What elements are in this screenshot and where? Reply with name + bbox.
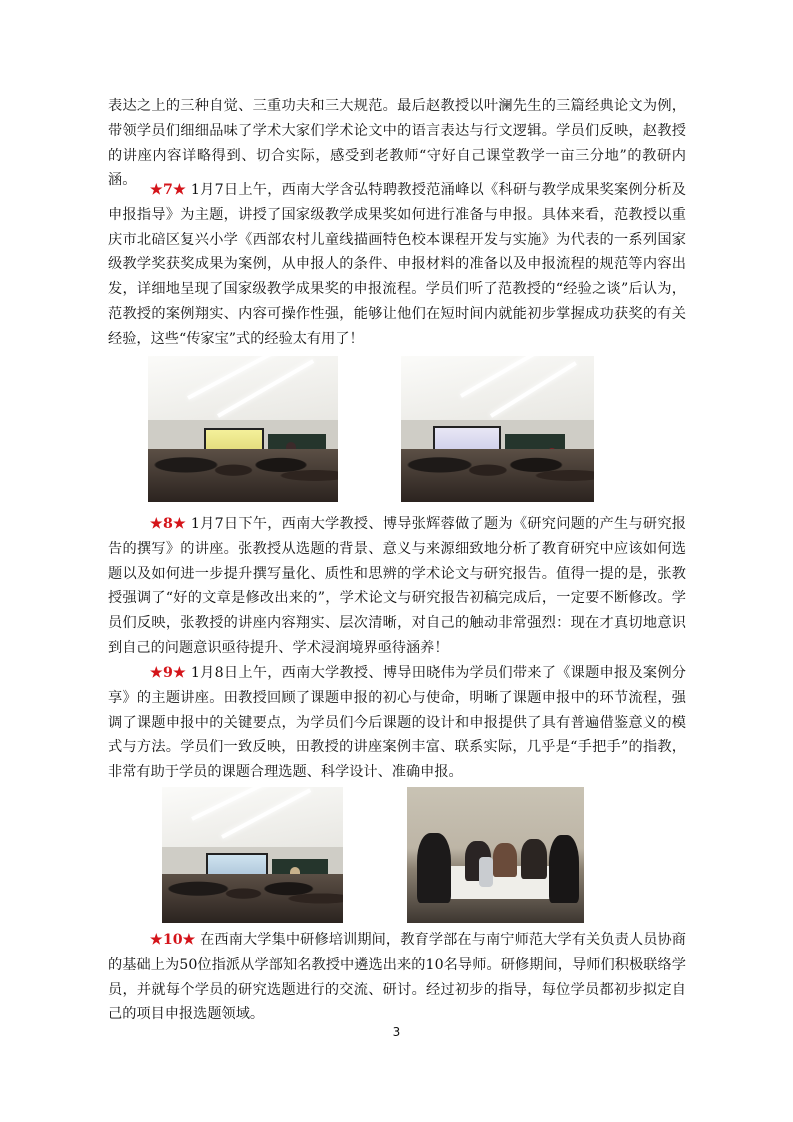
star-marker-7: ★7★ (150, 182, 187, 198)
lecture-photo-2 (401, 356, 594, 502)
star-marker-10: ★10★ (150, 932, 196, 948)
paragraph-1: 表达之上的三种自觉、三重功夫和三大规范。最后赵教授以叶澜先生的三篇经典论文为例，带领学员们细细品味了学术大家们学术论文中的语言表达与行文逻辑。学员们反映，赵教授的讲座内容详略得到、切合实际，感受到老教师“守好自己课堂教学一亩三分地”的教研内涵。 (108, 98, 686, 189)
meeting-photo (407, 787, 584, 923)
lecture-photo-3 (162, 787, 343, 923)
page-number: 3 (392, 1025, 401, 1039)
paragraph-4-text: 1月8日上午，西南大学教授、博导田晓伟为学员们带来了《课题申报及案例分享》的主题讲座。田教授回顾了课题申报的初心与使命，明晰了课题申报中的环节流程，强调了课题申报中的关键要点，为学员们今后课题的设计和申报提供了具有普遍借鉴意义的模式与方法。学员们一致反映，田教授的讲座案例丰富、联系实际，几乎是“手把手”的指教，非常有助于学员的课题合理选题、科学设计、准确申报。 (108, 665, 686, 781)
paragraph-4 (108, 661, 686, 785)
paragraph-3 (108, 512, 686, 661)
lecture-photo-1 (148, 356, 338, 502)
paragraph-5 (108, 928, 686, 1027)
paragraph-2 (108, 178, 686, 352)
star-marker-8: ★8★ (150, 516, 187, 532)
star-marker-9: ★9★ (150, 665, 187, 681)
paragraph-5-text: 在西南大学集中研修培训期间，教育学部在与南宁师范大学有关负责人员协商的基础上为50位指派从学部知名教授中遴选出来的10名导师。研修期间，导师们积极联络学员，并就每个学员的研究选题进行的交流、研讨。经过初步的指导，每位学员都初步拟定自己的项目申报选题领域。 (108, 932, 686, 1023)
paragraph-3-text: 1月7日下午，西南大学教授、博导张辉蓉做了题为《研究问题的产生与研究报告的撰写》的讲座。张教授从选题的背景、意义与来源细致地分析了教育研究中应该如何选题以及如何进一步提升撰写量化、质性和思辨的学术论文与研究报告。值得一提的是，张教授强调了“好的文章是修改出来的”，学术论文与研究报告初稿完成后，一定要不断修改。学员们反映，张教授的讲座内容翔实、层次清晰，对自己的触动非常强烈：现在才真切地意识到自己的问题意识亟待提升、学术浸润境界亟待涵养！ (108, 516, 686, 656)
paragraph-2-text: 1月7日上午，西南大学含弘特聘教授范涌峰以《科研与教学成果奖案例分析及申报指导》为主题，讲授了国家级教学成果奖如何进行准备与申报。具体来看，范教授以重庆市北碚区复兴小学《西部农村儿童线描画特色校本课程开发与实施》为代表的一系列国家级教学奖获奖成果为案例，从申报人的条件、申报材料的准备以及申报流程的规范等内容出发，详细地呈现了国家级教学成果奖的申报流程。学员们听了范教授的“经验之谈”后认为，范教授的案例翔实、内容可操作性强，能够让他们在短时间内就能初步掌握成功获奖的有关经验，这些“传家宝”式的经验太有用了！ (108, 182, 686, 347)
